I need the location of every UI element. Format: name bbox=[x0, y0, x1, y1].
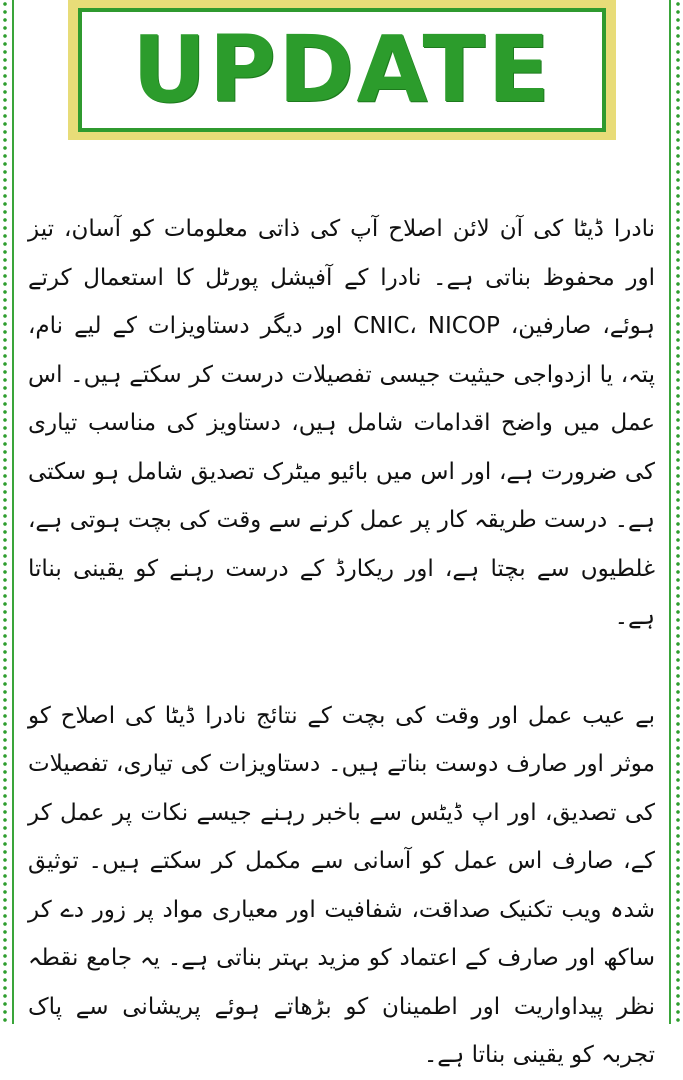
article-body bbox=[28, 205, 655, 1080]
update-banner-frame bbox=[78, 8, 606, 132]
update-title: UPDATE bbox=[131, 16, 553, 123]
right-border-line bbox=[669, 0, 671, 1024]
right-dotted-border bbox=[673, 0, 683, 1024]
left-border-line bbox=[12, 0, 14, 1024]
article-paragraph-1: نادرا ڈیٹا کی آن لائن اصلاح آپ کی ذاتی معلومات کو آسان، تیز اور محفوظ بناتی ہے۔ نادرا کے آفیشل پورٹل کا استعمال کرتے ہوئے، صارفین، CNIC، NICOP اور دیگر دستاویزات کے لیے نام، پتہ، یا ازدواجی حیثیت جیسی تفصیلات درست کر سکتے ہیں۔ اس عمل میں واضح اقدامات شامل ہیں، دستاویز کی مناسب تیاری کی ضرورت ہے، اور اس میں بائیو میٹرک تصدیق شامل ہو سکتی ہے۔ درست طریقہ کار پر عمل کرنے سے وقت کی بچت ہوتی ہے، غلطیوں سے بچتا ہے، اور ریکارڈ کے درست رہنے کو یقینی بناتا ہے۔ bbox=[28, 216, 655, 630]
left-dotted-border bbox=[0, 0, 10, 1024]
update-banner bbox=[68, 0, 616, 140]
article-paragraph-2: بے عیب عمل اور وقت کی بچت کے نتائج نادرا ڈیٹا کی اصلاح کو موثر اور صارف دوست بناتے ہیں۔ دستاویزات کی تیاری، تفصیلات کی تصدیق، اور اپ ڈیٹس سے باخبر رہنے جیسے نکات پر عمل کر کے، صارف اس عمل کو آسانی سے مکمل کر سکتے ہیں۔ توثیق شدہ ویب تکنیک صداقت، شفافیت اور معیاری مواد پر زور دے کر ساکھ اور صارف کے اعتماد کو مزید بہتر بناتی ہے۔ یہ جامع نقطہ نظر پیداواریت اور اطمینان کو بڑھاتے ہوئے پریشانی سے پاک تجربہ کو یقینی بناتا ہے۔ bbox=[28, 702, 655, 1068]
